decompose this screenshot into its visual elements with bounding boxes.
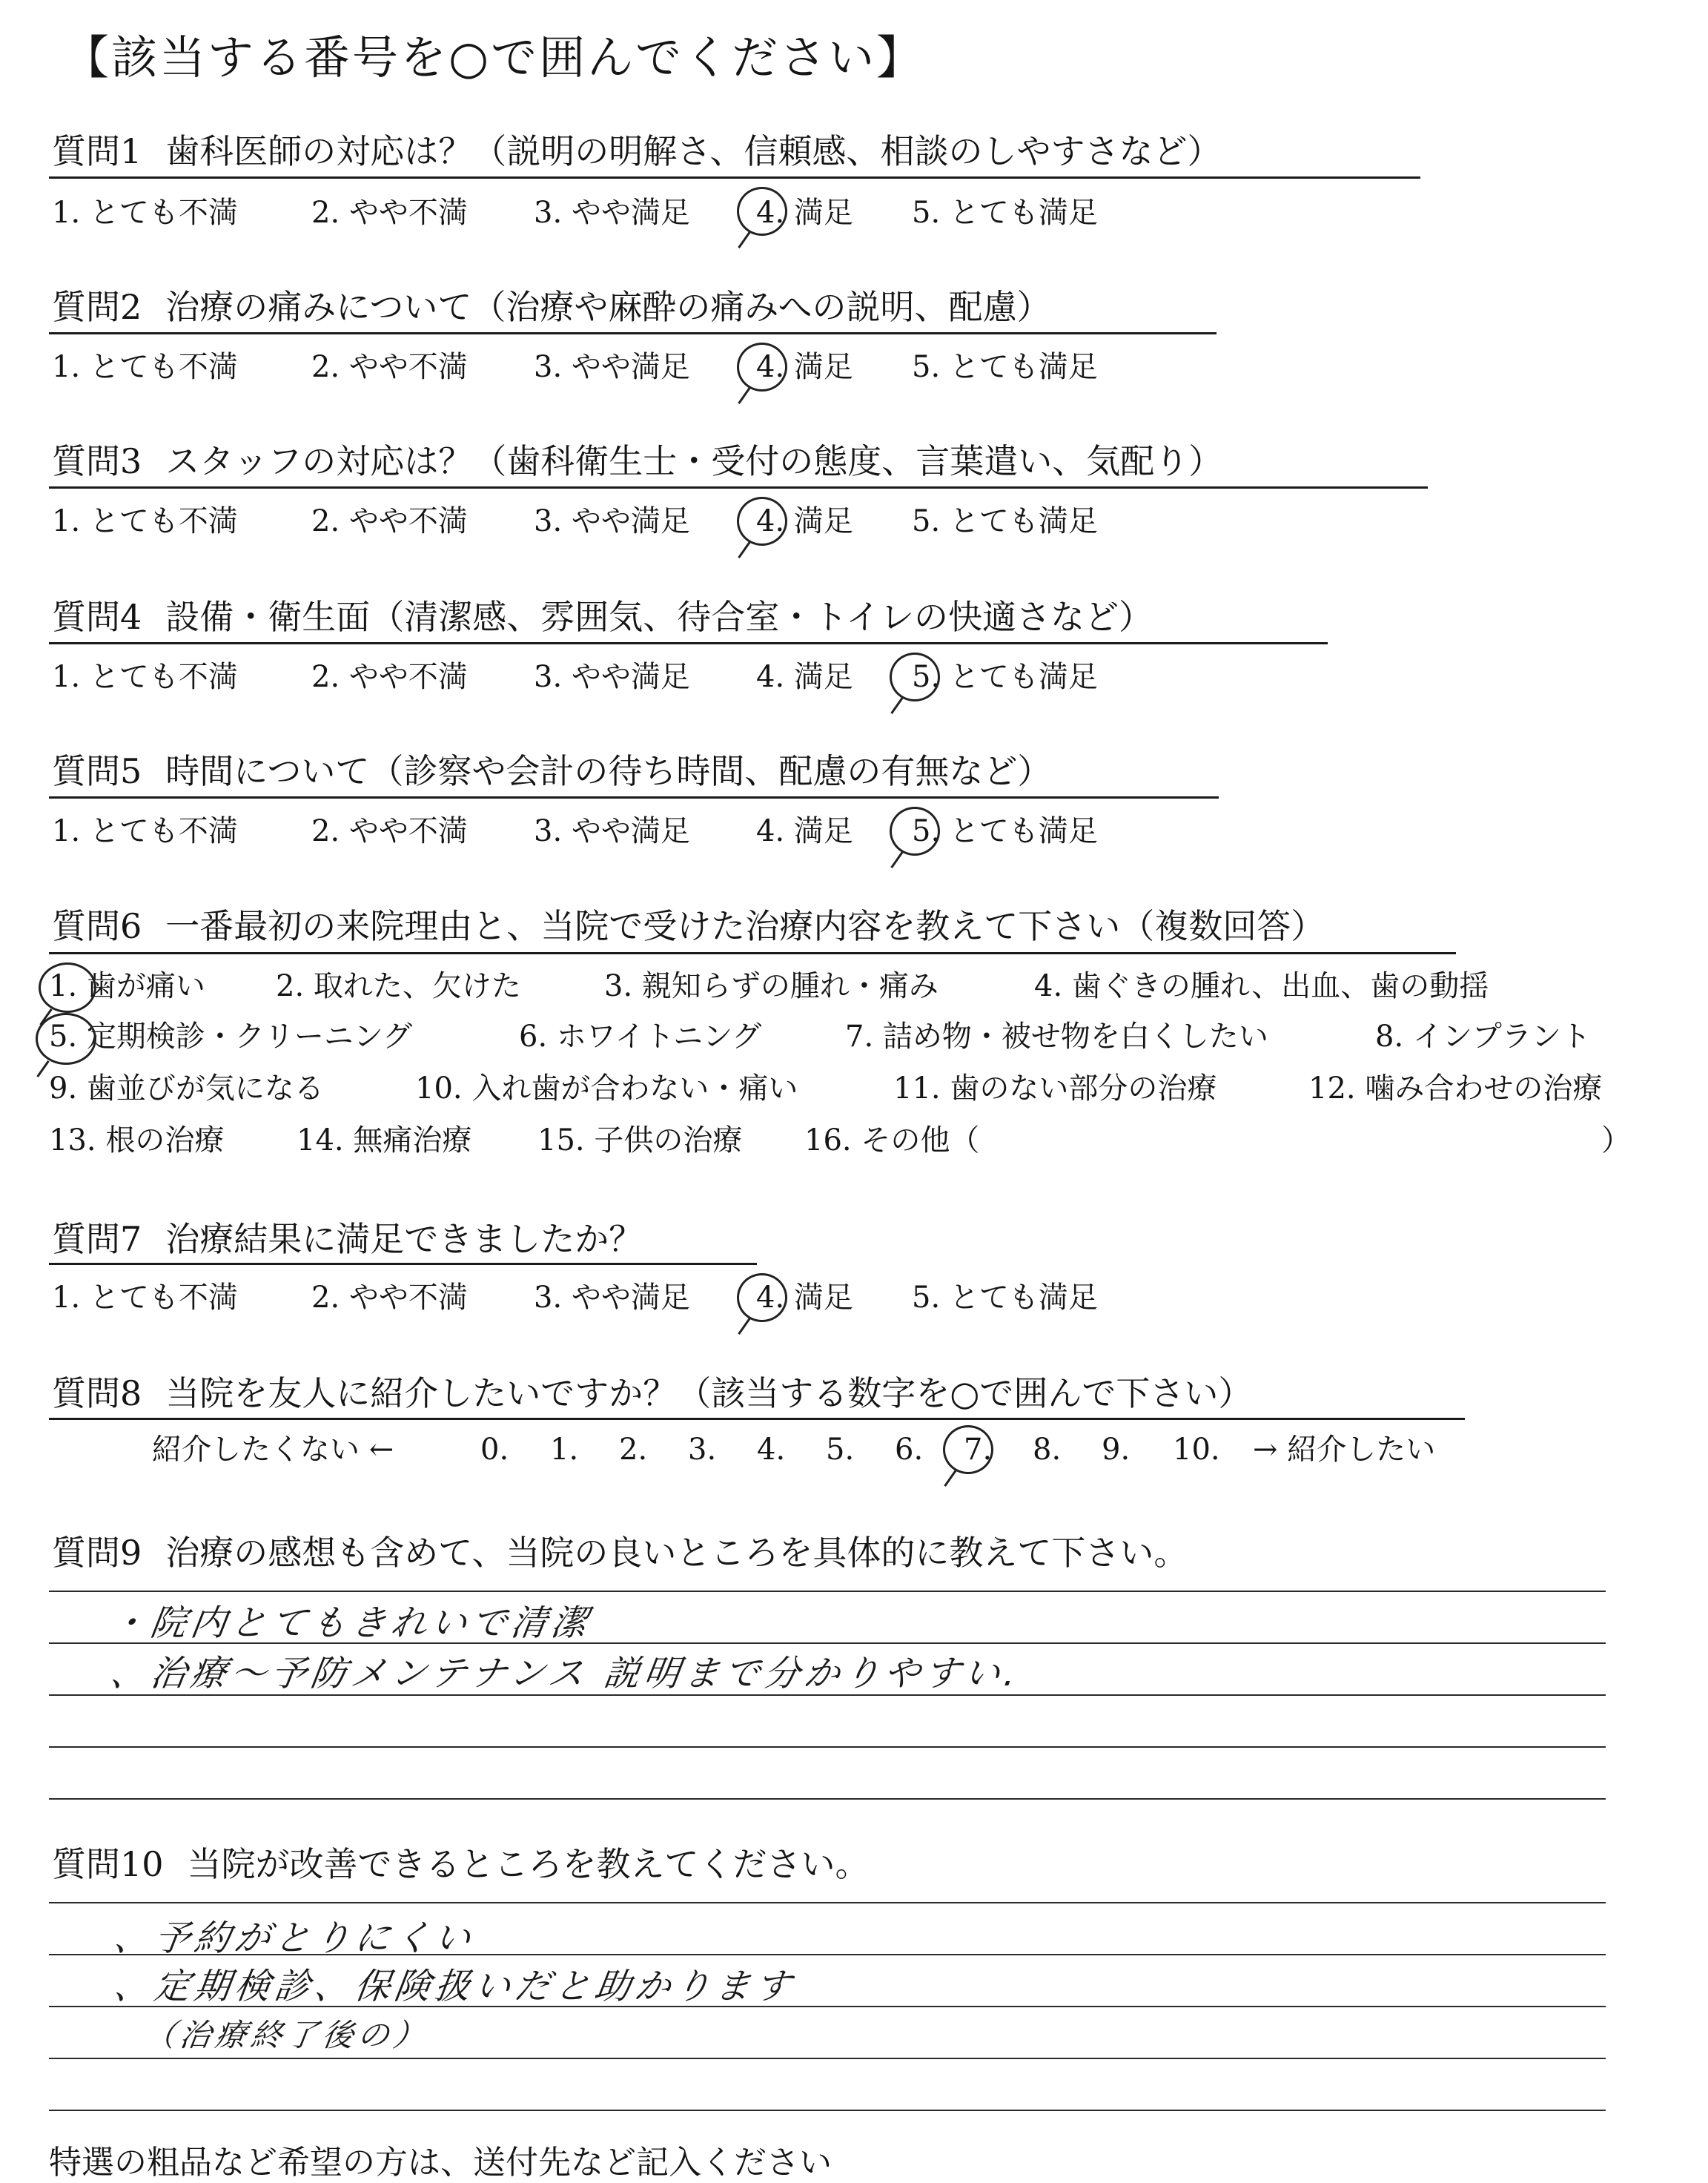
question-10-text: 当院が改善できるところを教えてください。: [187, 1844, 870, 1884]
q10-answer-line: [49, 2110, 1606, 2111]
q2-selection-circle: [737, 343, 787, 392]
q4-option-4[interactable]: 4. 満足: [756, 660, 853, 694]
q8-scale-3[interactable]: 3.: [688, 1433, 717, 1467]
q7-option-1[interactable]: 1. とても不満: [52, 1281, 238, 1315]
question-5-text: 時間について（診察や会計の待ち時間、配慮の有無など）: [165, 751, 1052, 791]
q7-option-5[interactable]: 5. とても満足: [912, 1281, 1098, 1315]
question-6-heading: [52, 905, 1325, 949]
q6-selection-circle-5: [36, 1013, 96, 1065]
q6-option-12[interactable]: 12. 噛み合わせの治療: [1308, 1071, 1603, 1106]
q8-scale-2[interactable]: 2.: [619, 1433, 648, 1467]
q3-selection-circle: [737, 497, 787, 546]
question-1-number: 質問1: [52, 131, 142, 171]
question-4-number: 質問4: [52, 597, 142, 637]
question-2-underline: [49, 332, 1217, 334]
question-6-underline: [49, 952, 1456, 954]
question-4-underline: [49, 642, 1328, 644]
q7-option-4[interactable]: 4. 満足: [756, 1281, 853, 1315]
question-7-heading: [52, 1218, 643, 1262]
q7-option-2[interactable]: 2. やや不満: [311, 1281, 468, 1315]
q1-option-3[interactable]: 3. やや満足: [534, 196, 690, 230]
q4-option-3[interactable]: 3. やや満足: [534, 660, 690, 694]
question-2-number: 質問2: [52, 287, 142, 327]
q6-option-11[interactable]: 11. 歯のない部分の治療: [893, 1071, 1217, 1106]
question-8-heading: [52, 1372, 1252, 1416]
q6-option-2[interactable]: 2. 取れた、欠けた: [276, 969, 521, 1003]
footer-note: 特選の粗品など希望の方は、送付先など記入ください: [49, 2144, 832, 2182]
q8-scale-9[interactable]: 9.: [1102, 1433, 1131, 1467]
q1-option-1[interactable]: 1. とても不満: [52, 196, 238, 230]
q1-option-4[interactable]: 4. 満足: [756, 196, 853, 230]
q5-option-4[interactable]: 4. 満足: [756, 814, 853, 848]
q9-answer-line: [49, 1746, 1606, 1748]
q5-option-1[interactable]: 1. とても不満: [52, 814, 238, 848]
q5-option-5[interactable]: 5. とても満足: [912, 814, 1098, 848]
q10-answer-line: [49, 2058, 1606, 2059]
q6-other-close-paren: ）: [1601, 1123, 1631, 1157]
q3-option-3[interactable]: 3. やや満足: [534, 504, 690, 538]
q7-option-3[interactable]: 3. やや満足: [534, 1281, 690, 1315]
question-10-number: 質問10: [52, 1844, 164, 1884]
q2-option-5[interactable]: 5. とても満足: [912, 350, 1098, 384]
q6-option-3[interactable]: 3. 親知らずの腫れ・痛み: [604, 969, 939, 1003]
q8-selection-circle: [943, 1425, 993, 1474]
question-8-text: 当院を友人に紹介したいですか？（該当する数字を○で囲んで下さい）: [165, 1373, 1253, 1413]
q4-option-2[interactable]: 2. やや不満: [311, 660, 468, 694]
question-4-heading: [52, 595, 1153, 640]
q10-handwritten-answer-1: 、予約がとりにくい: [111, 1918, 478, 1959]
question-1-text: 歯科医師の対応は？（説明の明解さ、信頼感、相談のしやすさなど）: [165, 131, 1222, 171]
q9-answer-line: [49, 1798, 1606, 1800]
q9-handwritten-answer-2: 、治療～予防メンテナンス 説明まで分かりやすい.: [107, 1653, 1023, 1694]
q6-option-8[interactable]: 8. インプラント: [1375, 1020, 1591, 1054]
q6-option-5[interactable]: 5. 定期検診・クリーニング: [49, 1020, 413, 1054]
q6-option-7[interactable]: 7. 詰め物・被せ物を白くしたい: [845, 1020, 1268, 1054]
q8-scale-6[interactable]: 6.: [895, 1433, 924, 1467]
question-1-heading: [52, 130, 1221, 174]
question-7-number: 質問7: [52, 1219, 142, 1259]
q6-option-1[interactable]: 1. 歯が痛い: [49, 969, 205, 1003]
question-7-text: 治療結果に満足できましたか？: [165, 1219, 643, 1259]
q2-option-4[interactable]: 4. 満足: [756, 350, 853, 384]
q3-option-4[interactable]: 4. 満足: [756, 504, 853, 538]
q8-scale-0[interactable]: 0.: [480, 1433, 509, 1467]
question-8-number: 質問8: [52, 1373, 142, 1413]
q1-option-2[interactable]: 2. やや不満: [311, 196, 468, 230]
page-title: 【該当する番号を○で囲んでください】: [63, 30, 925, 85]
question-3-underline: [49, 486, 1428, 489]
q2-option-1[interactable]: 1. とても不満: [52, 350, 238, 384]
q5-option-3[interactable]: 3. やや満足: [534, 814, 690, 848]
q8-scale-5[interactable]: 5.: [826, 1433, 855, 1467]
q10-handwritten-answer-3: （治療終了後の）: [142, 2017, 432, 2053]
q8-scale-10[interactable]: 10.: [1173, 1433, 1220, 1467]
q4-option-5[interactable]: 5. とても満足: [912, 660, 1098, 694]
q8-left-label: 紹介したくない ←: [152, 1433, 394, 1467]
question-7-underline: [49, 1263, 757, 1265]
q8-scale-8[interactable]: 8.: [1033, 1433, 1062, 1467]
q1-option-5[interactable]: 5. とても満足: [912, 196, 1098, 230]
q7-selection-circle: [737, 1273, 787, 1322]
question-2-heading: [52, 285, 1050, 330]
q10-answer-line: [49, 1902, 1606, 1903]
q2-option-2[interactable]: 2. やや不満: [311, 350, 468, 384]
q3-option-1[interactable]: 1. とても不満: [52, 504, 238, 538]
question-3-number: 質問3: [52, 441, 142, 481]
question-4-text: 設備・衛生面（清潔感、雰囲気、待合室・トイレの快適さなど）: [165, 597, 1153, 637]
q6-option-9[interactable]: 9. 歯並びが気になる: [49, 1071, 324, 1106]
q3-option-5[interactable]: 5. とても満足: [912, 504, 1098, 538]
q5-selection-circle: [890, 807, 940, 856]
q8-scale-7[interactable]: 7.: [964, 1433, 993, 1467]
q6-option-15[interactable]: 15. 子供の治療: [537, 1123, 743, 1157]
q9-answer-line: [49, 1591, 1606, 1592]
q6-option-16[interactable]: 16. その他（: [804, 1123, 980, 1157]
q1-selection-circle: [737, 187, 787, 236]
question-6-text: 一番最初の来院理由と、当院で受けた治療内容を教えて下さい（複数回答）: [165, 906, 1325, 946]
q4-selection-circle: [890, 653, 940, 701]
question-5-underline: [49, 796, 1219, 799]
q6-option-14[interactable]: 14. 無痛治療: [297, 1123, 472, 1157]
q10-handwritten-answer-2: 、定期検診、保険扱いだと助かります: [111, 1966, 798, 2007]
q8-right-label: → 紹介したい: [1253, 1433, 1436, 1467]
question-9-number: 質問9: [52, 1533, 142, 1573]
question-9-heading: [52, 1531, 1188, 1576]
q5-option-2[interactable]: 2. やや不満: [311, 814, 468, 848]
question-1-underline: [49, 176, 1420, 179]
q8-scale-1[interactable]: 1.: [550, 1433, 579, 1467]
q6-option-10[interactable]: 10. 入れ歯が合わない・痛い: [415, 1071, 798, 1106]
question-5-heading: [52, 750, 1051, 794]
q3-option-2[interactable]: 2. やや不満: [311, 504, 468, 538]
q6-option-13[interactable]: 13. 根の治療: [49, 1123, 225, 1157]
question-10-heading: [52, 1843, 870, 1887]
question-8-underline: [49, 1418, 1465, 1420]
question-6-number: 質問6: [52, 906, 142, 946]
question-2-text: 治療の痛みについて（治療や麻酔の痛みへの説明、配慮）: [165, 287, 1051, 327]
q4-option-1[interactable]: 1. とても不満: [52, 660, 238, 694]
q2-option-3[interactable]: 3. やや満足: [534, 350, 690, 384]
question-9-text: 治療の感想も含めて、当院の良いところを具体的に教えて下さい。: [165, 1533, 1188, 1573]
q6-selection-circle-1: [39, 962, 96, 1013]
question-5-number: 質問5: [52, 751, 142, 791]
question-3-text: スタッフの対応は？（歯科衛生士・受付の態度、言葉遣い、気配り）: [165, 441, 1223, 481]
q8-scale-4[interactable]: 4.: [757, 1433, 786, 1467]
question-3-heading: [52, 440, 1222, 484]
q6-option-4[interactable]: 4. 歯ぐきの腫れ、出血、歯の動揺: [1034, 969, 1489, 1003]
q6-option-6[interactable]: 6. ホワイトニング: [519, 1020, 762, 1054]
q9-handwritten-answer-1: ・院内とてもきれいで清潔: [107, 1602, 595, 1644]
